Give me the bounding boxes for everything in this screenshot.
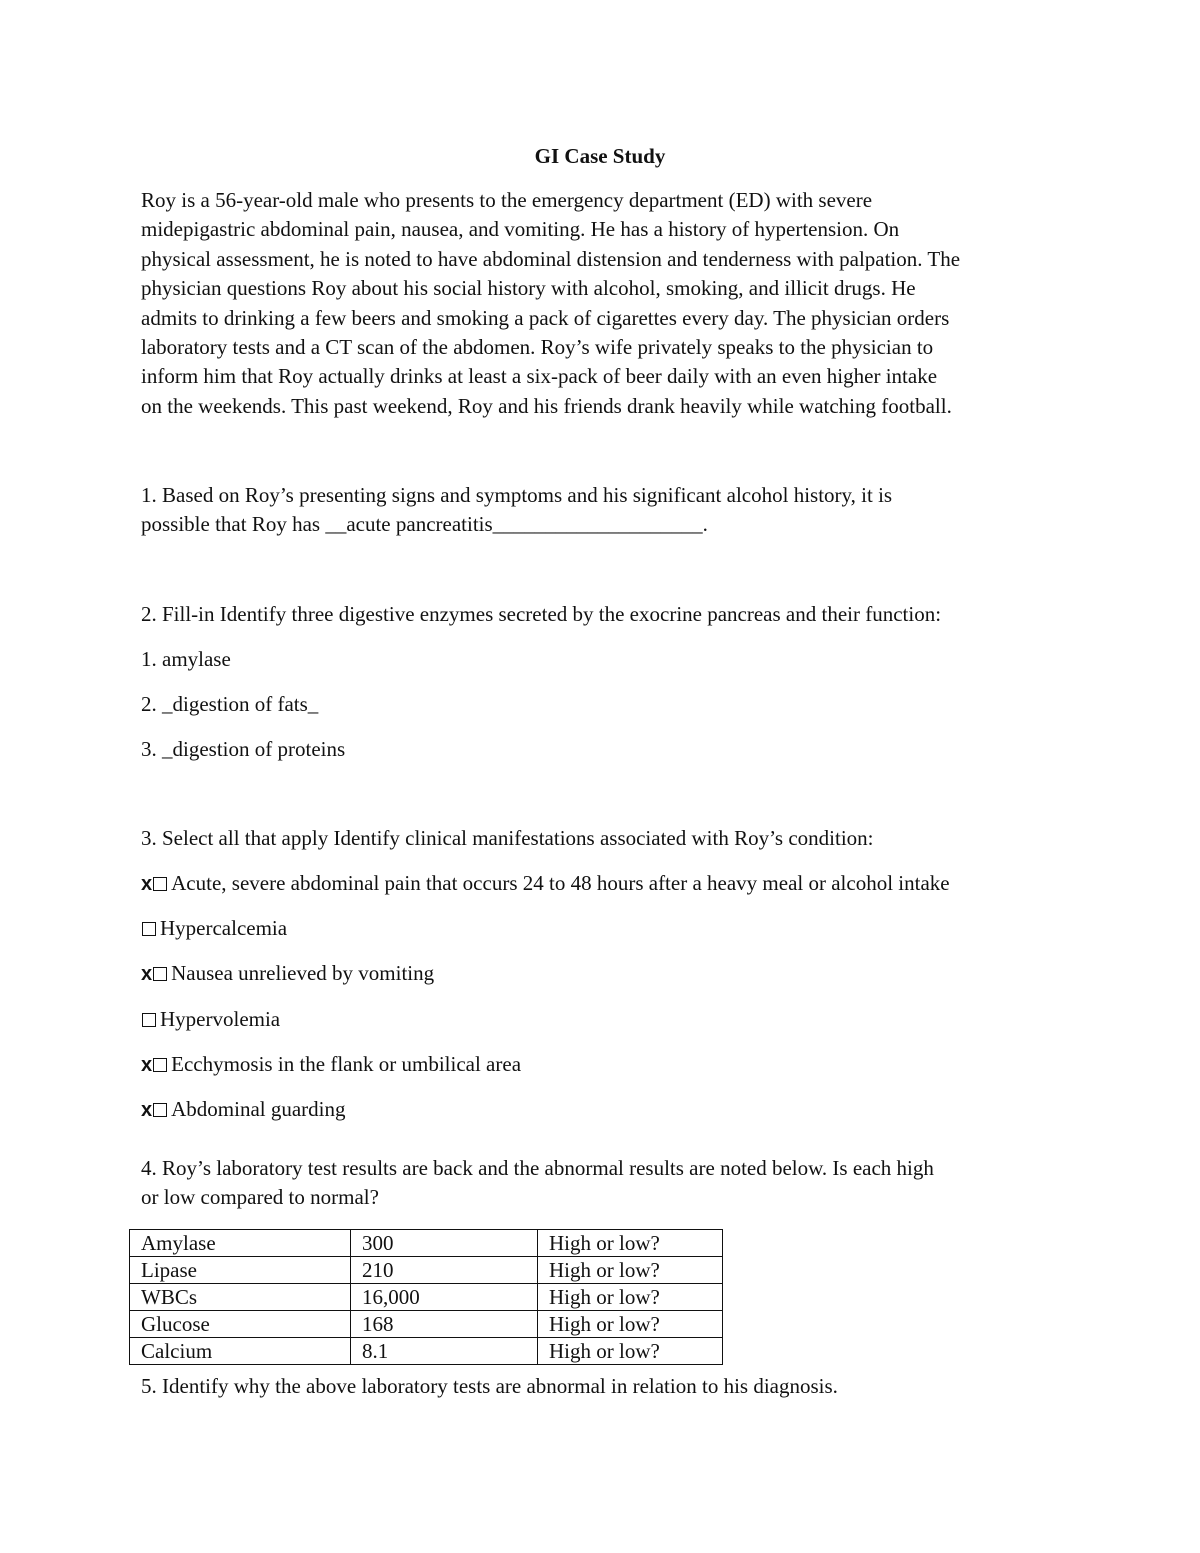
lab-test-name: Amylase — [130, 1230, 351, 1257]
option-label: Nausea unrelieved by vomiting — [171, 961, 435, 985]
question-2-answer-3: 3. _digestion of proteins — [141, 737, 346, 761]
selected-x-mark: x — [141, 963, 153, 985]
question-4 — [141, 1154, 1071, 1213]
intro-line: Roy is a 56-year-old male who presents to the emergency department (ED) with severe — [141, 188, 873, 212]
option-row — [141, 959, 434, 988]
intro-line: physician questions Roy about his social history with alcohol, smoking, and illicit drugs. He — [141, 276, 916, 301]
checkbox[interactable] — [142, 1013, 156, 1027]
question-1-line: 1. Based on Roy’s presenting signs and symptoms and his significant alcohol history, it is — [141, 483, 893, 507]
question-4-line: 4. Roy’s laboratory test results are back and the abnormal results are noted below. Is each high — [141, 1156, 934, 1180]
lab-test-name: Calcium — [130, 1338, 351, 1365]
intro-line: on the weekends. This past weekend, Roy and his friends drank heavily while watching football. — [141, 393, 952, 418]
selected-x-mark: x — [141, 1054, 153, 1076]
table-row — [130, 1284, 723, 1311]
checkbox[interactable] — [153, 1058, 167, 1072]
lab-results-table — [129, 1229, 723, 1365]
question-2-answer-1: 1. amylase — [141, 647, 231, 671]
checkbox[interactable] — [142, 922, 156, 936]
question-2-answer-2: 2. _digestion of fats_ — [141, 692, 319, 716]
option-label: Hypervolemia — [160, 1007, 281, 1031]
lab-test-value: 8.1 — [351, 1338, 538, 1365]
option-row — [141, 914, 287, 943]
table-row — [130, 1257, 723, 1284]
option-label: Ecchymosis in the flank or umbilical area — [171, 1052, 522, 1076]
case-intro-paragraph — [141, 186, 1071, 421]
option-label: Acute, severe abdominal pain that occurs 24 to 48 hours after a heavy meal or alcohol intake — [171, 871, 950, 895]
question-3-prompt: 3. Select all that apply Identify clinical manifestations associated with Roy’s condition: — [141, 826, 874, 850]
table-row — [130, 1338, 723, 1365]
high-or-low-cell[interactable]: High or low? — [538, 1257, 723, 1284]
high-or-low-cell[interactable]: High or low? — [538, 1311, 723, 1338]
high-or-low-cell[interactable]: High or low? — [538, 1338, 723, 1365]
intro-line: laboratory tests and a CT scan of the abdomen. Roy’s wife privately speaks to the physician to — [141, 335, 934, 360]
option-row — [141, 1005, 280, 1034]
question-2-prompt: 2. Fill-in Identify three digestive enzymes secreted by the exocrine pancreas and their function: — [141, 602, 942, 626]
lab-test-value: 210 — [351, 1257, 538, 1284]
intro-line: inform him that Roy actually drinks at least a six-pack of beer daily with an even higher intake — [141, 364, 938, 389]
question-5-prompt: 5. Identify why the above laboratory tests are abnormal in relation to his diagnosis. — [141, 1374, 838, 1398]
option-label: Hypercalcemia — [160, 916, 288, 940]
checkbox[interactable] — [153, 967, 167, 981]
high-or-low-cell[interactable]: High or low? — [538, 1230, 723, 1257]
intro-line: midepigastric abdominal pain, nausea, and vomiting. He has a history of hypertension. On — [141, 217, 900, 242]
document-title: GI Case Study — [534, 144, 666, 168]
question-4-line: or low compared to normal? — [141, 1185, 379, 1210]
high-or-low-cell[interactable]: High or low? — [538, 1284, 723, 1311]
lab-test-name: WBCs — [130, 1284, 351, 1311]
option-label: Abdominal guarding — [171, 1097, 346, 1121]
lab-test-value: 168 — [351, 1311, 538, 1338]
question-1-answer-line: possible that Roy has __acute pancreatitis____________________. — [141, 512, 708, 537]
table-row — [130, 1230, 723, 1257]
checkbox[interactable] — [153, 1103, 167, 1117]
option-row — [141, 1050, 521, 1079]
option-row — [141, 869, 950, 898]
selected-x-mark: x — [141, 1099, 153, 1121]
checkbox[interactable] — [153, 877, 167, 891]
intro-line: admits to drinking a few beers and smoking a pack of cigarettes every day. The physician orders — [141, 305, 950, 330]
table-row — [130, 1311, 723, 1338]
intro-line: physical assessment, he is noted to have abdominal distension and tenderness with palpation. The — [141, 246, 961, 271]
lab-test-name: Glucose — [130, 1311, 351, 1338]
lab-test-value: 300 — [351, 1230, 538, 1257]
lab-test-value: 16,000 — [351, 1284, 538, 1311]
question-1 — [141, 481, 1071, 540]
selected-x-mark: x — [141, 873, 153, 895]
option-row — [141, 1095, 346, 1124]
lab-test-name: Lipase — [130, 1257, 351, 1284]
